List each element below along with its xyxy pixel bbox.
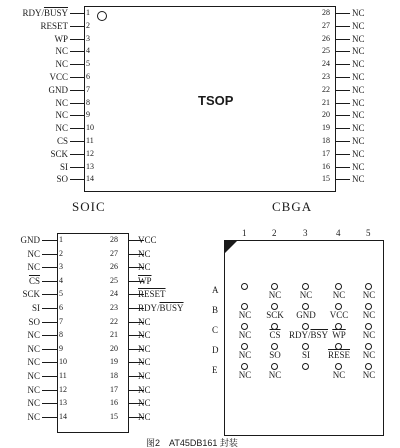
pin-label: NC	[352, 110, 365, 121]
pin-number: 8	[59, 330, 63, 340]
pin-number: 22	[322, 84, 330, 94]
figure-caption: 图2 AT45DB161 封装	[146, 438, 238, 448]
pin-label: NC	[352, 148, 365, 159]
pin-number: 26	[322, 33, 330, 43]
pin-label: NC	[138, 343, 151, 354]
bga-ball	[302, 323, 309, 330]
pin-label: VCC	[49, 72, 68, 82]
pin-number: 6	[59, 303, 63, 312]
bga-ball	[335, 323, 342, 330]
pin-lead	[336, 179, 350, 180]
pin-number: 17	[110, 384, 118, 394]
pin-number: 19	[322, 123, 330, 133]
bga-ball	[335, 303, 342, 310]
pin-number: 1	[59, 235, 63, 244]
pin-label: NC	[352, 72, 365, 82]
bga-ball-label: NC	[362, 370, 376, 380]
pin-number: 8	[86, 97, 90, 107]
bga-ball-label: $\overline{WP}$	[332, 330, 346, 340]
pin-label: NC	[27, 398, 40, 409]
soic-title: SOIC	[72, 199, 106, 214]
bga-ball-label: RDY/$\overline{BSY}$	[289, 330, 329, 340]
pin-number: 16	[322, 161, 330, 171]
pin-number: 20	[110, 343, 118, 353]
bga-ball	[335, 363, 342, 370]
bga-ball	[241, 343, 248, 350]
pin-label: NC	[138, 248, 151, 259]
pin-number: 11	[86, 136, 94, 145]
bga-ball	[241, 303, 248, 310]
pin-label: NC	[352, 46, 365, 57]
pin-lead	[336, 141, 350, 142]
bga-ball	[271, 283, 278, 290]
pin-row	[0, 8, 400, 18]
pin-label: SO	[28, 316, 40, 327]
pin-label: RESET	[40, 20, 68, 31]
pin-label: SO	[56, 174, 68, 185]
bga-ball-label: NC	[238, 370, 252, 380]
pin-number: 24	[110, 289, 118, 299]
pin-number: 25	[110, 275, 118, 285]
pin-label: NC	[55, 97, 68, 108]
pin-number: 28	[110, 235, 118, 244]
bga-ball	[271, 323, 278, 330]
pin-label: NC	[55, 123, 68, 134]
pin-number: 18	[110, 371, 118, 380]
pin-number: 21	[110, 330, 118, 340]
pin-label: NC	[27, 384, 40, 395]
pin-label: NC	[55, 46, 68, 57]
pin-number: 15	[322, 174, 330, 184]
pin-label: NC	[138, 371, 151, 381]
pin-row	[0, 85, 400, 95]
pin-label: NC	[138, 316, 151, 327]
pin-row	[0, 46, 400, 56]
pin-number: 25	[322, 46, 330, 56]
pin-lead	[336, 103, 350, 104]
pin-number: 2	[86, 20, 90, 30]
pin-row	[0, 149, 400, 159]
pin-lead	[336, 167, 350, 168]
pin-number: 5	[86, 59, 90, 69]
pin-number: 27	[110, 248, 118, 258]
pin-number: 13	[86, 161, 94, 171]
pin-lead	[336, 90, 350, 91]
pin-label: VCC	[138, 235, 157, 245]
pin-number: 11	[59, 371, 67, 380]
pin-row	[0, 136, 400, 146]
bga-ball-label: NC	[238, 310, 252, 320]
pin-label: NC	[27, 411, 40, 422]
pin-lead	[336, 26, 350, 27]
cbga-column-label: 2	[272, 228, 277, 238]
pin-label: NC	[352, 174, 365, 185]
bga-ball	[302, 283, 309, 290]
pin-label: NC	[352, 33, 365, 44]
bga-ball-label: NC	[362, 330, 376, 340]
pin-label: NC	[352, 8, 365, 18]
pin-label: WP	[54, 33, 68, 44]
bga-ball-label: NC	[332, 370, 346, 380]
pin-number: 13	[59, 398, 67, 408]
pin-row	[0, 34, 400, 44]
cbga-corner-marker	[225, 241, 237, 253]
pin-label: RDY/BUSY	[22, 8, 68, 18]
pin-number: 14	[86, 174, 94, 184]
pin-row	[0, 174, 400, 184]
cbga-column-label: 4	[336, 228, 341, 238]
bga-ball	[302, 343, 309, 350]
pin-number: 4	[86, 46, 90, 56]
bga-ball	[241, 323, 248, 330]
pin-label: SCK	[50, 148, 68, 159]
cbga-row-label: C	[212, 325, 219, 335]
bga-ball	[302, 303, 309, 310]
pin-number: 17	[322, 148, 330, 158]
pin-number: 21	[322, 97, 330, 107]
pin-label: CS	[56, 136, 68, 146]
pin-label: NC	[352, 123, 365, 134]
bga-ball	[271, 363, 278, 370]
pin-number: 23	[110, 303, 118, 312]
cbga-column-label: 1	[242, 228, 247, 238]
pin-label: $\overline{CS}$	[28, 275, 40, 286]
pin-label: NC	[138, 357, 151, 368]
pin-number: 7	[59, 316, 63, 326]
pin-label: NC	[27, 371, 40, 381]
pin-label: NC	[138, 384, 151, 395]
pin-row	[0, 72, 400, 82]
pin-number: 1	[86, 8, 90, 17]
bga-ball	[365, 283, 372, 290]
pin-number: 2	[59, 248, 63, 258]
pin-row	[0, 21, 400, 31]
bga-ball-label: SCK	[266, 310, 284, 320]
pin-label: NC	[27, 330, 40, 341]
bga-ball-label: NC	[268, 290, 282, 300]
pin-number: 16	[110, 398, 118, 408]
pin-number: 6	[86, 72, 90, 81]
pin-number: 7	[86, 84, 90, 94]
cbga-row-label: A	[212, 285, 219, 295]
bga-ball	[241, 363, 248, 370]
pin-number: 22	[110, 316, 118, 326]
pin-label: NC	[352, 161, 365, 172]
bga-ball	[302, 363, 309, 370]
pin-number: 20	[322, 110, 330, 120]
pin-lead	[336, 128, 350, 129]
pin-label: SI	[31, 303, 40, 313]
bga-ball-label: NC	[362, 350, 376, 360]
pin-number: 26	[110, 262, 118, 272]
bga-ball	[271, 343, 278, 350]
pin-number: 19	[110, 357, 118, 367]
bga-ball-label: NC	[238, 330, 252, 340]
pin-label: RDY/BUSY	[138, 303, 184, 313]
pin-number: 14	[59, 411, 67, 421]
bga-ball-label: RESE	[327, 350, 350, 360]
bga-ball	[365, 323, 372, 330]
pin-lead	[336, 115, 350, 116]
pin-label: NC	[27, 357, 40, 368]
bga-ball-label: SI	[301, 350, 310, 360]
pin-number: 10	[59, 357, 67, 367]
pin-row	[0, 110, 400, 120]
pin-number: 24	[322, 59, 330, 69]
pin-lead	[336, 13, 350, 14]
pin-label: NC	[27, 262, 40, 273]
cbga-row-label: B	[212, 305, 219, 315]
pin-label: NC	[352, 84, 365, 95]
pin-label: NC	[55, 110, 68, 121]
pin-label: NC	[352, 136, 365, 146]
pin-row	[0, 98, 400, 108]
pin-lead	[336, 77, 350, 78]
pin-number: 5	[59, 289, 63, 299]
pin-label: $\overline{WP}$	[138, 275, 152, 286]
bga-ball-label: VCC	[329, 310, 349, 320]
bga-ball	[365, 343, 372, 350]
pin-label: NC	[138, 411, 151, 422]
pin-number: 27	[322, 20, 330, 30]
bga-ball-label: NC	[362, 310, 376, 320]
bga-ball-label: SO	[269, 350, 281, 360]
cbga-row-label: E	[212, 365, 218, 375]
pin-label: GND	[20, 235, 40, 245]
pin-number: 9	[86, 110, 90, 120]
bga-ball	[271, 303, 278, 310]
pin-label: NC	[352, 20, 365, 31]
pin-label: NC	[27, 343, 40, 354]
pin-number: 15	[110, 411, 118, 421]
bga-ball	[335, 343, 342, 350]
bga-ball-label: GND	[296, 310, 316, 320]
pin-lead	[336, 51, 350, 52]
pin-lead	[336, 64, 350, 65]
pin-label: NC	[138, 262, 151, 273]
pin-row	[0, 162, 400, 172]
pin-number: 4	[59, 275, 63, 285]
bga-ball-label: NC	[362, 290, 376, 300]
pin-label: RESET	[138, 289, 166, 300]
bga-ball-label: NC	[268, 370, 282, 380]
bga-ball-label: NC	[238, 350, 252, 360]
pin-label: SI	[59, 161, 68, 172]
cbga-row-label: D	[212, 345, 219, 355]
pin-number: 12	[86, 148, 94, 158]
pin-number: 9	[59, 343, 63, 353]
bga-ball-label: NC	[299, 290, 313, 300]
cbga-title: CBGA	[272, 199, 313, 214]
pin-label: NC	[138, 330, 151, 341]
pin-label: GND	[48, 84, 68, 95]
pin-number: 28	[322, 8, 330, 17]
pin-label: NC	[352, 97, 365, 108]
pin-number: 23	[322, 72, 330, 81]
pin-label: NC	[138, 398, 151, 409]
pin-number: 10	[86, 123, 94, 133]
pin-label: SCK	[22, 289, 40, 300]
pin-number: 3	[59, 262, 63, 272]
bga-ball	[365, 303, 372, 310]
bga-ball	[365, 363, 372, 370]
pin-label: NC	[55, 59, 68, 70]
pin-number: 18	[322, 136, 330, 145]
cbga-column-label: 5	[366, 228, 371, 238]
bga-ball	[241, 283, 248, 290]
tsop-title: TSOP	[198, 93, 234, 108]
cbga-column-label: 3	[303, 228, 308, 238]
pin-label: NC	[27, 248, 40, 259]
pin-lead	[336, 39, 350, 40]
pin-number: 3	[86, 33, 90, 43]
bga-ball	[335, 283, 342, 290]
pin-label: NC	[352, 59, 365, 70]
pin-number: 12	[59, 384, 67, 394]
pin-lead	[336, 154, 350, 155]
pin-row	[0, 59, 400, 69]
bga-ball-label: $\overline{CS}$	[269, 330, 281, 340]
pin-row	[0, 123, 400, 133]
bga-ball-label: NC	[332, 290, 346, 300]
